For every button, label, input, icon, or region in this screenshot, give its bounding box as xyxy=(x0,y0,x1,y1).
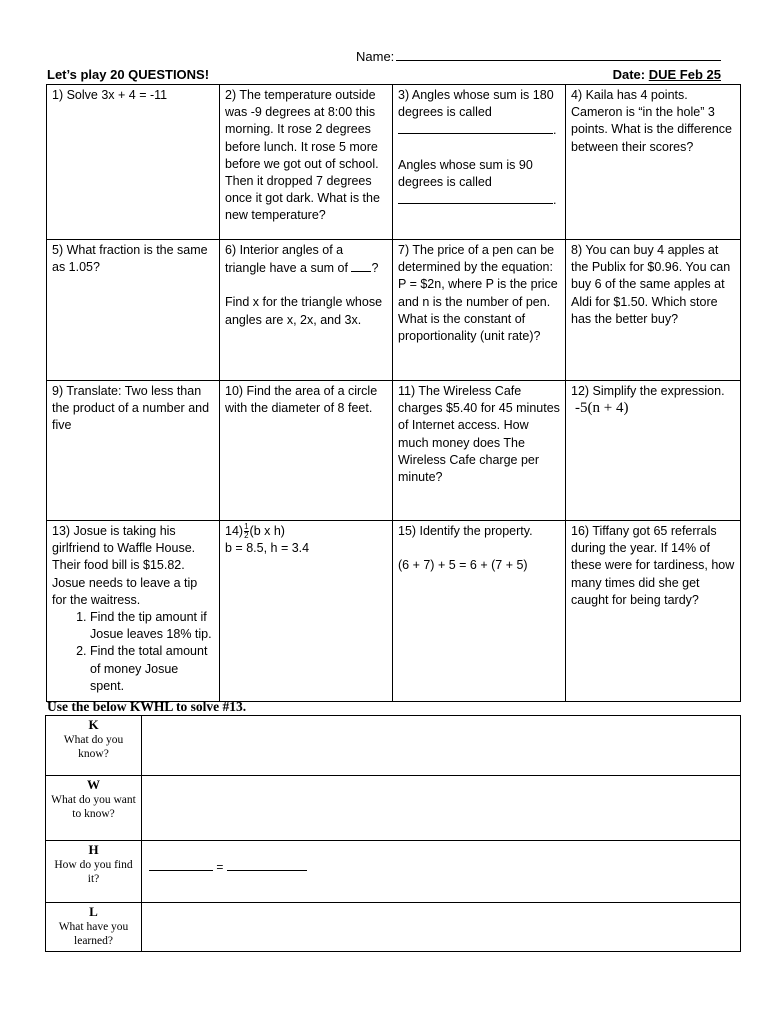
question-cell-10[interactable] xyxy=(220,381,393,521)
question-cell-14[interactable] xyxy=(220,521,393,702)
kwhl-letter-k: K xyxy=(88,717,99,732)
question-3b: Angles whose sum is 90 degrees is called xyxy=(398,157,533,189)
name-label: Name: xyxy=(356,49,395,64)
question-13: 13) Josue is taking his girlfriend to Waffle House. Their food bill is $15.82. Josue needs to leave a tip for the waitress. xyxy=(52,524,198,607)
question-15: 15) Identify the property. xyxy=(398,524,533,538)
question-cell-3[interactable]: 3) Angles whose sum is 180 degrees is called . Angles whose sum is 90 degrees is called . xyxy=(393,85,566,240)
question-14-formula: (b x h) xyxy=(249,524,285,538)
question-6a: 6) Interior angles of a triangle have a sum of xyxy=(225,243,348,276)
kwhl-prompt-k: What do you know? xyxy=(63,733,124,760)
kwhl-answer-w[interactable] xyxy=(142,776,741,841)
kwhl-title: Use the below KWHL to solve #13. xyxy=(47,699,247,714)
fraction-numerator: 1 xyxy=(244,522,249,532)
date-label: Date: xyxy=(612,67,646,82)
question-cell-2[interactable] xyxy=(220,85,393,240)
one-half-fraction xyxy=(244,523,248,540)
name-row xyxy=(356,48,721,64)
kwhl-letter-h: H xyxy=(88,842,99,857)
question-cell-6[interactable]: 6) Interior angles of a triangle have a sum of ? Find x for the triangle whose angles are x, 2x, and 3x. xyxy=(220,240,393,381)
kwhl-prompt-h: How do you find it? xyxy=(54,858,133,885)
kwhl-letter-l: L xyxy=(89,904,98,919)
question-cell-8[interactable] xyxy=(566,240,741,381)
question-cell-12[interactable] xyxy=(566,381,741,521)
question-15-expression: (6 + 7) + 5 = 6 + (7 + 5) xyxy=(398,558,528,573)
questions-table xyxy=(46,84,741,702)
kwhl-label-w xyxy=(46,776,142,841)
question-16: 16) Tiffany got 65 referrals during the year. If 14% of these were for tardiness, how many times did she get caught for being tardy? xyxy=(571,524,735,607)
date xyxy=(613,67,721,82)
kwhl-answer-l[interactable] xyxy=(142,903,741,952)
answer-blank-3b[interactable] xyxy=(398,191,553,204)
question-10: 10) Find the area of a circle with the diameter of 8 feet. xyxy=(225,384,378,416)
kwhl-letter-w: W xyxy=(87,777,100,792)
question-11: 11) The Wireless Cafe charges $5.40 for 45 minutes of Internet access. How much money does The Wireless Cafe charge per minute? xyxy=(398,384,560,485)
question-2: 2) The temperature outside was -9 degrees at 8:00 this morning. It rose 2 degrees before lunch. It rose 5 more before we got out of school. Then it dropped 7 degrees once it got dark. What is the new temperature? xyxy=(225,88,380,223)
equals-sign: = xyxy=(216,860,224,874)
question-6b: Find x for the triangle whose angles are x, 2x, and 3x. xyxy=(225,295,383,327)
question-cell-5[interactable] xyxy=(47,240,220,381)
question-cell-9[interactable] xyxy=(47,381,220,521)
question-cell-15[interactable] xyxy=(393,521,566,702)
question-9: 9) Translate: Two less than the product of a number and five xyxy=(52,384,210,433)
question-cell-4[interactable] xyxy=(566,85,741,240)
question-12: 12) Simplify the expression. xyxy=(571,384,725,398)
question-8: 8) You can buy 4 apples at the Publix for $0.96. You can buy 6 of the same apples at Aldi for $1.50. Which store has the better buy? xyxy=(571,243,731,326)
question-13-step-2: 2. Find the total amount of money Josue spent. xyxy=(90,643,214,695)
question-12-expression: -5(n + 4) xyxy=(575,400,629,417)
question-1: 1) Solve 3x + 4 = -11 xyxy=(52,88,168,102)
kwhl-answer-k[interactable] xyxy=(142,716,741,776)
question-14-values: b = 8.5, h = 3.4 xyxy=(225,541,310,556)
kwhl-answer-h[interactable] xyxy=(142,841,741,903)
question-3a: 3) Angles whose sum is 180 degrees is called xyxy=(398,88,554,120)
question-cell-11[interactable] xyxy=(393,381,566,521)
fraction-denominator: 2 xyxy=(244,531,249,541)
question-7: 7) The price of a pen can be determined by the equation: P = $2n, where P is the price and n is the number of pen. What is the constant of proportionality (unit rate)? xyxy=(398,243,558,344)
answer-blank-6[interactable] xyxy=(351,259,371,272)
question-14-prefix: 14) xyxy=(225,524,244,538)
page-title: Let’s play 20 QUESTIONS! xyxy=(47,67,210,82)
question-cell-13[interactable] xyxy=(47,521,220,702)
question-cell-1[interactable] xyxy=(47,85,220,240)
question-13-step-1: 1. Find the tip amount if Josue leaves 18% tip. xyxy=(90,609,214,643)
equation-blank-right[interactable] xyxy=(227,860,307,871)
question-5: 5) What fraction is the same as 1.05? xyxy=(52,243,208,275)
question-4: 4) Kaila has 4 points. Cameron is “in the hole” 3 points. What is the difference between their scores? xyxy=(571,88,732,154)
kwhl-label-k xyxy=(46,716,142,776)
question-cell-16[interactable] xyxy=(566,521,741,702)
equation-blank-left[interactable] xyxy=(149,860,213,871)
question-cell-7[interactable] xyxy=(393,240,566,381)
kwhl-prompt-l: What have you learned? xyxy=(58,920,129,947)
kwhl-label-l xyxy=(46,903,142,952)
kwhl-prompt-w: What do you want to know? xyxy=(51,793,136,820)
kwhl-table xyxy=(45,715,741,952)
answer-blank-3a[interactable] xyxy=(398,121,553,134)
name-field[interactable] xyxy=(396,48,721,61)
date-value: DUE Feb 25 xyxy=(648,67,721,82)
question-13-steps xyxy=(52,609,214,695)
kwhl-equation xyxy=(149,860,739,874)
kwhl-label-h xyxy=(46,841,142,903)
